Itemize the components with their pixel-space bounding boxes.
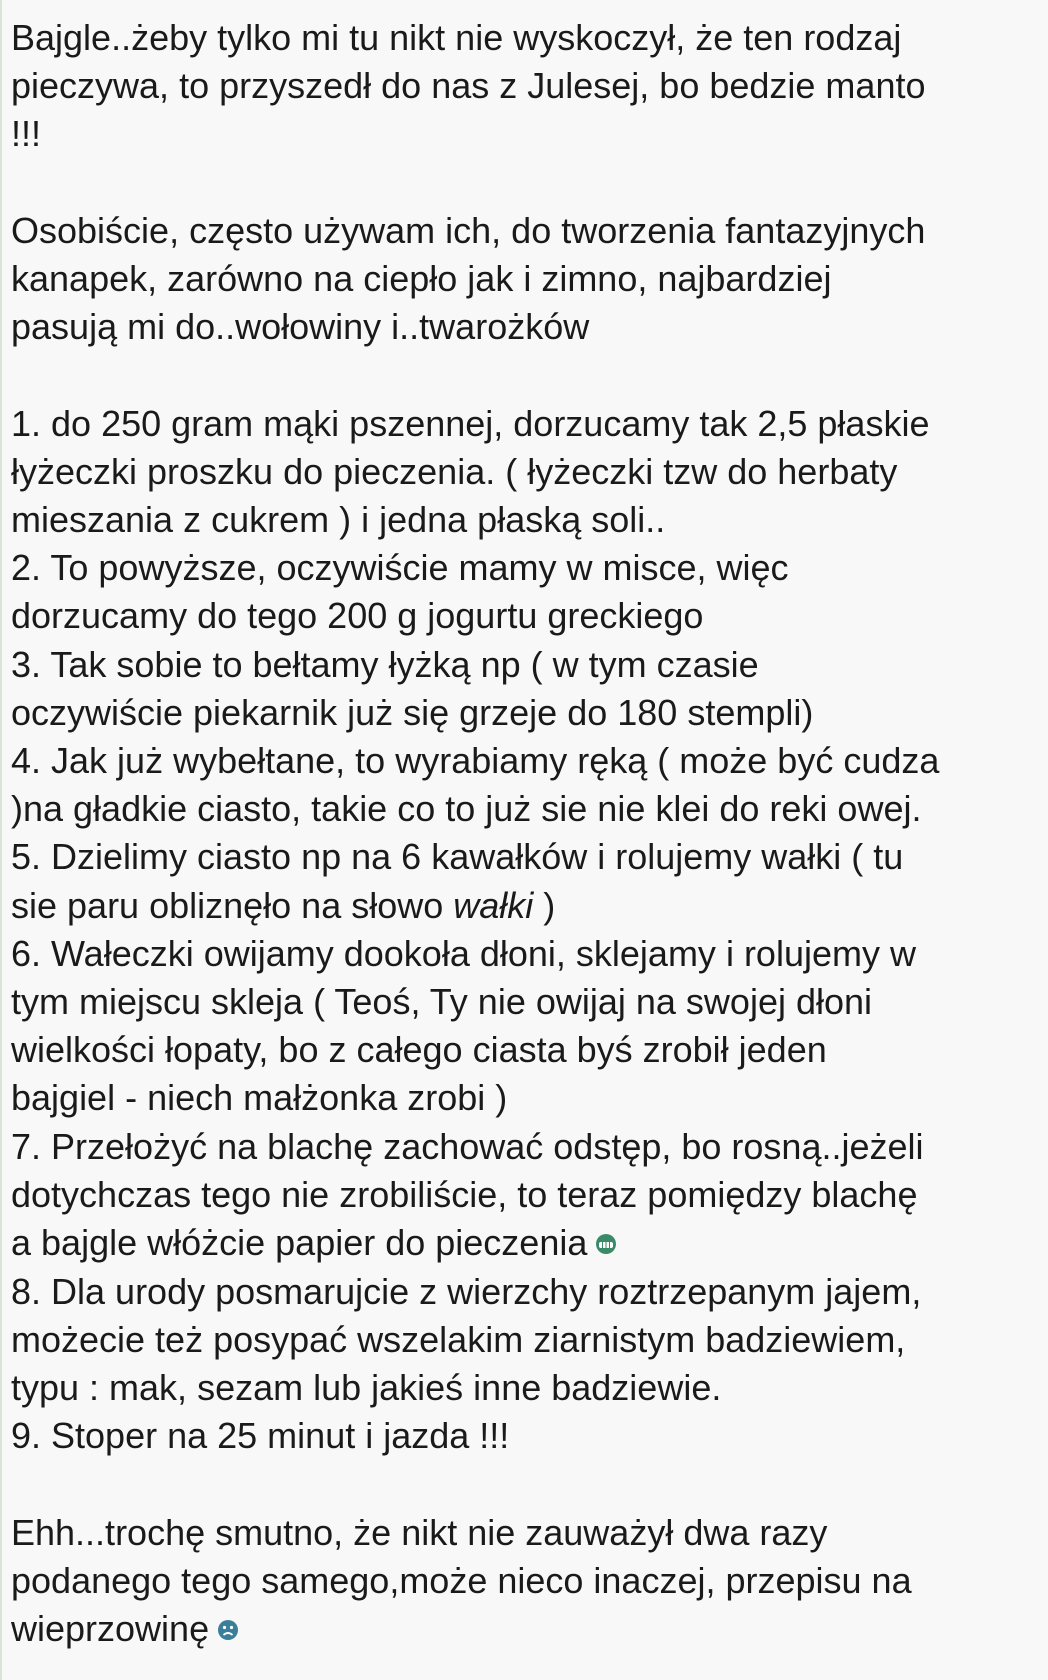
- recipe-post: [11, 14, 1048, 1654]
- outro-text: wieprzowinę: [11, 1608, 210, 1650]
- step-line: dotychczas tego nie zrobiliście, to teraz pomiędzy blachę: [11, 1173, 918, 1215]
- step-line: 1. do 250 gram mąki pszennej, dorzucamy tak 2,5 płaskie: [11, 402, 930, 444]
- step-line: łyżeczki proszku do pieczenia. ( łyżeczki tzw do herbaty: [11, 450, 898, 492]
- grinning-emoticon-icon-svg: [595, 1233, 617, 1255]
- grinning-emoticon-icon: [595, 1219, 617, 1267]
- step-line: 5. Dzielimy ciasto np na 6 kawałków i rolujemy wałki ( tu: [11, 836, 904, 878]
- step-line: dorzucamy do tego 200 g jogurtu greckiego: [11, 595, 704, 637]
- step-line: mieszania z cukrem ) i jedna płaską soli..: [11, 499, 666, 540]
- italic-word: wałki: [453, 884, 534, 926]
- step-line: [11, 882, 1048, 930]
- step-line: bajgiel - niech małżonka zrobi ): [11, 1077, 508, 1119]
- paragraph-gap: [11, 1460, 1048, 1508]
- sad-emoticon-icon-svg: [217, 1619, 239, 1641]
- step-line: oczywiście piekarnik już się grzeje do 180 stempli): [11, 691, 814, 733]
- post-line: !!!: [11, 113, 42, 155]
- step-line: 7. Przełożyć na blachę zachować odstęp, bo rosną..jeżeli: [11, 1125, 924, 1167]
- step-line: typu : mak, sezam lub jakieś inne badziewie.: [11, 1367, 722, 1409]
- step-line: 4. Jak już wybełtane, to wyrabiamy ręką ( może być cudza: [11, 740, 940, 782]
- left-divider: [0, 0, 2, 1680]
- step-line: możecie też posypać wszelakim ziarnistym badziewiem,: [11, 1318, 906, 1360]
- step-line: 8. Dla urody posmarujcie z wierzchy roztrzepanym jajem,: [11, 1270, 922, 1312]
- step-line: 9. Stoper na 25 minut i jazda !!!: [11, 1415, 510, 1457]
- sad-emoticon-icon: [217, 1605, 239, 1653]
- paragraph-gap: [11, 159, 1048, 207]
- step-line: wielkości łopaty, bo z całego ciasta byś zrobił jeden: [11, 1029, 827, 1071]
- step-line: 2. To powyższe, oczywiście mamy w misce, więc: [11, 547, 789, 589]
- post-line: kanapek, zarówno na ciepło jak i zimno, najbardziej: [11, 258, 832, 299]
- post-line: Ehh...trochę smutno, że nikt nie zauważył dwa razy: [11, 1511, 828, 1553]
- post-line: pasują mi do..wołowiny i..twarożków: [11, 306, 590, 348]
- step-line: )na gładkie ciasto, takie co to już sie nie klei do reki owej.: [11, 788, 922, 830]
- step-line: 3. Tak sobie to bełtamy łyżką np ( w tym czasie: [11, 643, 759, 685]
- step-text: ): [533, 884, 556, 926]
- post-line: Bajgle..żeby tylko mi tu nikt nie wyskoczył, że ten rodzaj: [11, 17, 902, 58]
- post-line: pieczywa, to przyszedł do nas z Julesej, bo bedzie manto: [11, 65, 926, 107]
- step-line: [11, 1219, 1048, 1268]
- post-line: podanego tego samego,może nieco inaczej, przepisu na: [11, 1559, 912, 1601]
- step-line: 6. Wałeczki owijamy dookoła dłoni, sklejamy i rolujemy w: [11, 932, 916, 974]
- post-line: Osobiście, często używam ich, do tworzenia fantazyjnych: [11, 209, 926, 251]
- paragraph-gap: [11, 351, 1048, 399]
- post-line: [11, 1605, 1048, 1654]
- step-text: sie paru obliznęło na słowo: [11, 884, 454, 926]
- step-line: tym miejscu skleja ( Teoś, Ty nie owijaj na swojej dłoni: [11, 981, 873, 1023]
- step-text: a bajgle włóżcie papier do pieczenia: [11, 1222, 588, 1264]
